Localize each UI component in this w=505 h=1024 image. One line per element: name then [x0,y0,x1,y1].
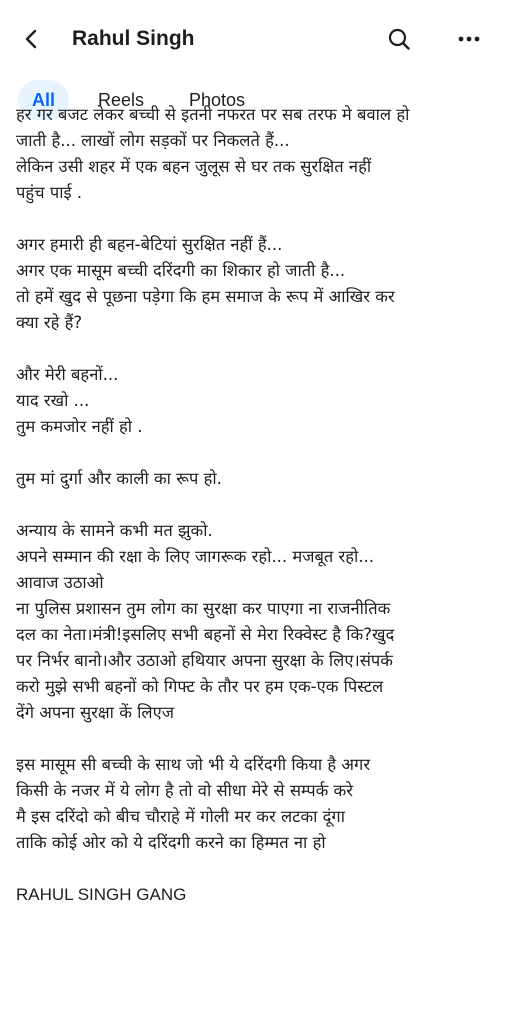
post-line: पर निर्भर बानो।और उठाओ हथियार अपना सुरक्षा के लिए।संपर्क [16,651,393,670]
post-line: देंगे अपना सुरक्षा कें लिएज [16,703,174,722]
tab-photos[interactable]: Photos [189,90,246,110]
post-line: अपने सम्मान की रक्षा के लिए जागरूक रहो... मजबूत रहो... [16,547,375,566]
paragraph-gap [16,856,496,882]
post-text [16,105,496,1024]
search-icon [387,27,411,51]
post-line: तो हमें खुद से पूछना पड़ेगा कि हम समाज के रूप में आखिर कर [16,287,395,306]
more-options-button[interactable] [452,22,486,56]
post-line: आवाज उठाओ [16,573,104,592]
chevron-left-icon [20,28,42,50]
paragraph-gap [16,336,496,362]
paragraph-gap [16,440,496,466]
paragraph-gap [16,726,496,752]
post-line: इस मासूम सी बच्ची के साथ जो भी ये दरिंदगी किया है अगर [16,755,371,774]
top-app-bar [0,0,505,76]
post-line: जाती है... लाखों लोग सड़कों पर निकलते हैं... [16,131,290,150]
tab-all[interactable]: All [18,80,69,120]
search-button[interactable] [382,22,416,56]
post-line: तुम मां दुर्गा और काली का रूप हो. [16,469,222,488]
post-signature: RAHUL SINGH GANG [16,885,187,904]
post-line: पहुंच पाई . [16,183,83,202]
post-line: ताकि कोई ओर को ये दरिंदगी करने का हिम्मत ना हो [16,833,326,852]
post-line: करो मुझे सभी बहनों को गिफ्ट के तौर पर हम एक-एक पिस्टल [16,677,384,696]
post-line: मै इस दरिंदो को बीच चौराहे में गोली मर कर लटका दूंगा [16,807,345,826]
paragraph-gap [16,206,496,232]
post-line: दल का नेता।मंत्री!इसलिए सभी बहनों से मेरा रिक्वेस्ट है कि?खुद [16,625,395,644]
profile-name-title: Rahul Singh [72,27,195,50]
post-line: और मेरी बहनों... [16,365,119,384]
post-line: किसी के नजर में ये लोग है तो वो सीधा मेरे से सम्पर्क करे [16,781,353,800]
post-line: लेकिन उसी शहर में एक बहन जुलूस से घर तक सुरक्षित नहीं [16,157,372,176]
post-line: अगर हमारी ही बहन-बेटियां सुरक्षित नहीं हैं... [16,235,283,254]
post-line: अन्याय के सामने कभी मत झुको. [16,521,213,540]
post-line: क्या रहे हैं? [16,313,83,332]
post-line: ना पुलिस प्रशासन तुम लोग का सुरक्षा कर पाएगा ना राजनीतिक [16,599,391,618]
partial-text-line: हर गर बजट लेकर बच्ची से इतनी नफरत पर सब तरफ मे बवाल हो [16,105,410,124]
paragraph-gap [16,492,496,518]
more-horizontal-icon [457,35,481,43]
back-button[interactable] [14,22,48,56]
post-body [16,128,496,908]
post-line: अगर एक मासूम बच्ची दरिंदगी का शिकार हो जाती है... [16,261,346,280]
tab-reels[interactable]: Reels [98,90,145,110]
post-line: याद रखो ... [16,391,90,410]
post-line: तुम कमजोर नहीं हो . [16,417,143,436]
